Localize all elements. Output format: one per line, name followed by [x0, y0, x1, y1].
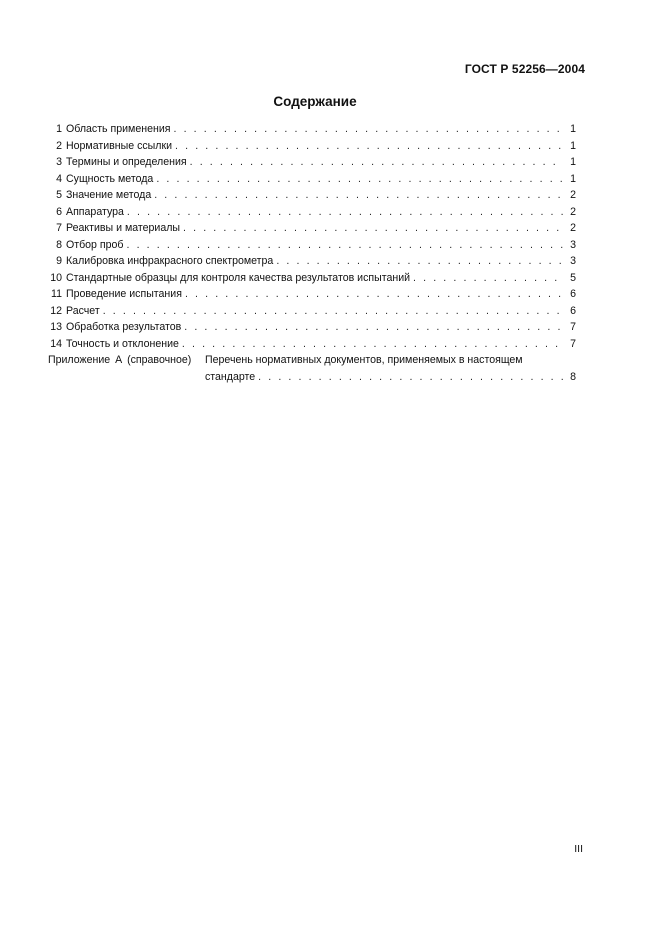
toc-dot-leader	[127, 204, 563, 221]
toc-entry-number: 12	[50, 304, 62, 317]
toc-entry-title: Аппаратура	[66, 205, 124, 218]
toc-entry-page: 5	[570, 271, 576, 284]
toc-entry[interactable]	[48, 253, 576, 270]
toc-entry-title: Область применения	[66, 123, 171, 135]
toc-entry-number: 3	[56, 156, 62, 168]
toc-appendix-entry[interactable]	[48, 352, 576, 369]
toc-entry-page: 2	[570, 222, 576, 234]
toc-title: Содержание	[273, 94, 357, 109]
toc-entry-number: 4	[56, 172, 62, 185]
appendix-title-line2: стандарте	[205, 370, 256, 383]
toc-appendix-entry-continued[interactable]	[48, 369, 576, 386]
toc-entry[interactable]	[48, 187, 576, 204]
toc-entry-number: 11	[51, 288, 62, 300]
toc-entry-title: Калибровка инфракрасного спектрометра	[66, 255, 274, 267]
toc-entry-title: Сущность метода	[66, 172, 154, 185]
toc-entry-number: 6	[56, 205, 62, 218]
toc-entry[interactable]	[48, 303, 576, 320]
toc-dot-leader	[183, 220, 563, 237]
toc-entry-title: Реактивы и материалы	[66, 222, 181, 234]
toc-entry-number: 2	[56, 139, 62, 152]
toc-entry-page: 1	[570, 172, 576, 185]
appendix-label: Приложение А (справочное)	[48, 354, 192, 366]
toc-dot-leader	[103, 303, 563, 320]
toc-entry-page: 7	[570, 337, 576, 350]
toc-entry-page: 6	[570, 288, 576, 300]
toc-entry-page: 6	[570, 304, 576, 317]
toc-entry[interactable]	[48, 171, 576, 188]
toc-entry-page: 3	[570, 255, 576, 267]
toc-entry-title: Нормативные ссылки	[66, 139, 173, 152]
toc-entry-title: Значение метода	[66, 189, 152, 201]
toc-entry-number: 7	[56, 222, 62, 234]
toc-entry[interactable]	[48, 286, 576, 303]
toc-dot-leader	[156, 171, 563, 188]
toc-entry[interactable]	[48, 237, 576, 254]
toc-dot-leader	[185, 286, 563, 303]
toc-dot-leader	[184, 319, 563, 336]
toc-entry-number: 14	[50, 337, 62, 350]
toc-dot-leader	[190, 154, 563, 171]
toc-entry[interactable]	[48, 319, 576, 336]
toc-entry-number: 9	[56, 255, 62, 267]
toc-entry-number: 8	[56, 238, 62, 251]
toc-entry-title: Отбор проб	[66, 238, 124, 251]
toc-entry[interactable]	[48, 138, 576, 155]
toc-entry-page: 7	[570, 321, 576, 333]
document-code: ГОСТ Р 52256—2004	[464, 62, 585, 76]
toc-entry-title: Проведение испытания	[66, 288, 182, 300]
toc-entry-title: Термины и определения	[66, 156, 187, 168]
toc-dot-leader	[126, 237, 563, 254]
toc-entry[interactable]	[48, 121, 576, 138]
toc-entry-title: Стандартные образцы для контроля качества результатов испытаний	[66, 271, 411, 284]
toc-dot-leader	[154, 187, 563, 204]
toc-dot-leader	[258, 369, 563, 386]
toc-entry-number: 5	[56, 189, 62, 201]
toc-entry-page: 1	[570, 139, 576, 152]
toc-entry[interactable]	[48, 270, 576, 287]
table-of-contents	[48, 121, 576, 385]
toc-dot-leader	[182, 336, 563, 353]
toc-entry-number: 10	[50, 271, 62, 284]
toc-entry[interactable]	[48, 336, 576, 353]
toc-entry-title: Расчет	[66, 304, 100, 317]
toc-entry[interactable]	[48, 220, 576, 237]
toc-entry-page: 2	[570, 189, 576, 201]
toc-entry-number: 1	[56, 123, 62, 135]
toc-entry-page: 1	[570, 123, 576, 135]
toc-entry[interactable]	[48, 204, 576, 221]
toc-dot-leader	[175, 138, 563, 155]
toc-entry-page: 1	[570, 156, 576, 168]
appendix-title-line1: Перечень нормативных документов, применяемых в настоящем	[205, 354, 523, 366]
toc-entry-title: Точность и отклонение	[66, 337, 179, 350]
toc-entry-title: Обработка результатов	[66, 321, 182, 333]
toc-entry-page: 2	[570, 205, 576, 218]
toc-entry[interactable]	[48, 154, 576, 171]
toc-entry-number: 13	[50, 321, 62, 333]
page-number: III	[574, 843, 583, 855]
toc-dot-leader	[276, 253, 563, 270]
toc-entry-page: 3	[570, 238, 576, 251]
toc-dot-leader	[173, 121, 563, 138]
appendix-page: 8	[570, 370, 576, 383]
toc-dot-leader	[413, 270, 563, 287]
